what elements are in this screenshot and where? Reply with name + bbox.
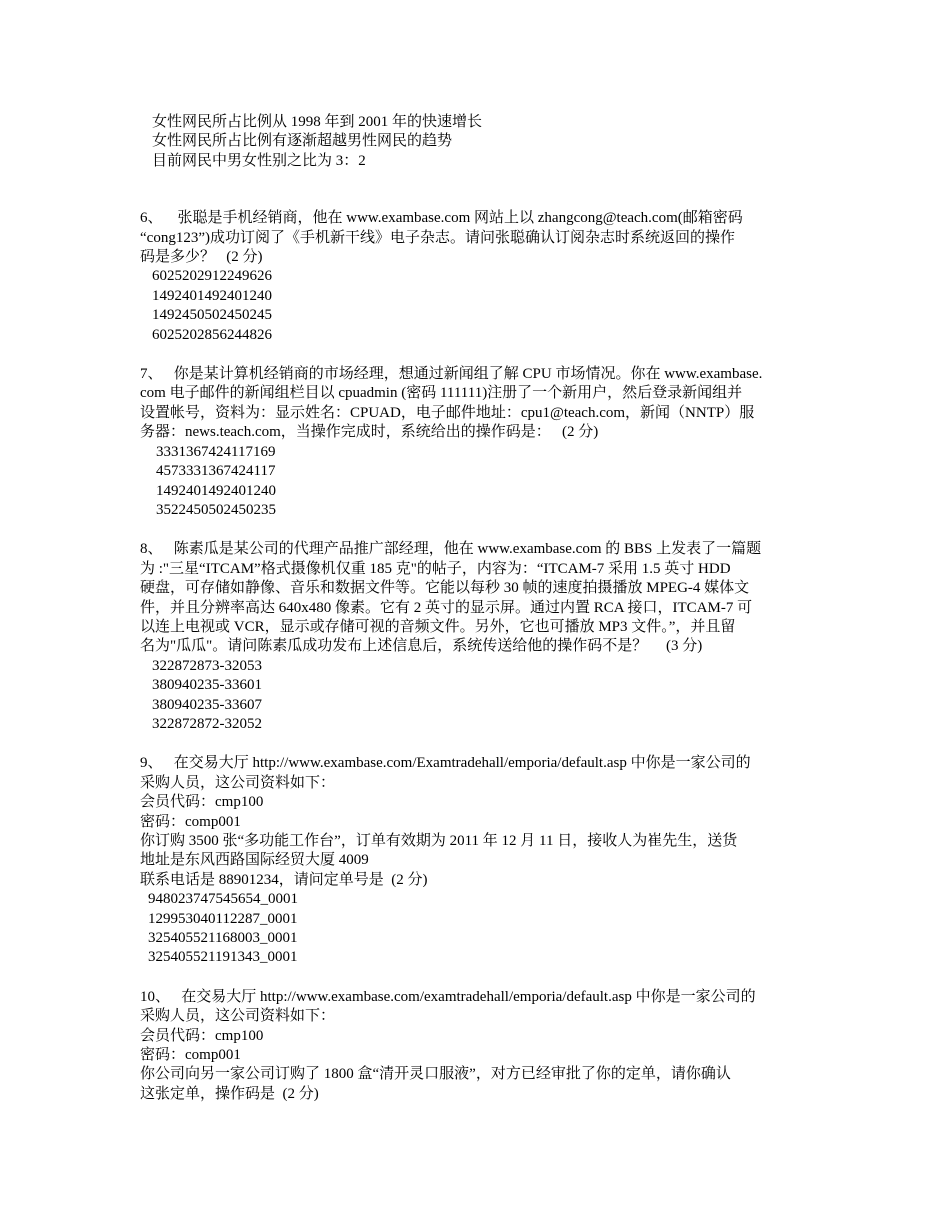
question-text-line: 会员代码：cmp100: [140, 1027, 264, 1044]
question-text-line: 这张定单，操作码是 (2 分): [140, 1085, 319, 1102]
question-number: 10、: [140, 988, 171, 1005]
answer-option[interactable]: 129953040112287_0001: [148, 910, 298, 927]
question-number: 9、: [140, 755, 163, 772]
question-text-line: 你公司向另一家公司订购了 1800 盒“清开灵口服液”，对方已经审批了你的定单，请你确认: [140, 1066, 731, 1083]
question-number: 8、: [140, 541, 163, 558]
answer-option[interactable]: 325405521191343_0001: [148, 949, 298, 966]
question-text-line: 密码：comp001: [140, 1047, 241, 1064]
answer-option[interactable]: 322872873-32053: [152, 657, 262, 674]
answer-option[interactable]: 1492401492401240: [152, 287, 272, 304]
question-text-line: com 电子邮件的新闻组栏目以 cpuadmin (密码 111111)注册了一个新用户，然后登录新闻组并: [140, 385, 743, 402]
answer-option[interactable]: 1492450502450245: [152, 307, 272, 324]
question-text-line: 会员代码：cmp100: [140, 794, 264, 811]
question-text-line: 密码：comp001: [140, 813, 241, 830]
answer-option[interactable]: 4573331367424117: [156, 463, 276, 480]
question-text-line: 设置帐号，资料为：显示姓名：CPUAD，电子邮件地址：cpu1@teach.com，新闻（NNTP）服: [140, 404, 755, 421]
answer-option[interactable]: 322872872-32052: [152, 715, 262, 732]
document-page: [140, 113, 810, 1104]
question-text-line: 10、 在交易大厅 http://www.exambase.com/examtradehall/emporia/default.asp 中你是一家公司的: [140, 988, 756, 1005]
answer-option[interactable]: 380940235-33601: [152, 677, 262, 694]
question-text-line: 件，并且分辨率高达 640x480 像素。它有 2 英寸的显示屏。通过内置 RCA 接口，ITCAM-7 可: [140, 599, 753, 616]
question-9: [140, 754, 810, 967]
question-text-line: 联系电话是 88901234，请问定单号是 (2 分): [140, 871, 428, 888]
intro-line: 女性网民所占比例有逐渐超越男性网民的趋势: [152, 133, 453, 150]
question-text-line: 硬盘，可存储如静像、音乐和数据文件等。它能以每秒 30 帧的速度拍摄播放 MPEG-4 媒体文: [140, 580, 750, 597]
question-text-line: 7、 你是某计算机经销商的市场经理，想通过新闻组了解 CPU 市场情况。你在 www.exambase.: [140, 366, 763, 383]
question-text-line: 采购人员，这公司资料如下：: [140, 1008, 336, 1025]
question-text-line: 6、 张聪是手机经销商，他在 www.exambase.com 网站上以 zhangcong@teach.com(邮箱密码: [140, 210, 743, 227]
intro-line: 女性网民所占比例从 1998 年到 2001 年的快速增长: [152, 114, 483, 130]
question-text-line: 为 :"三星“ITCAM”格式摄像机仅重 185 克"的帖子，内容为：“ITCAM-7 采用 1.5 英寸 HDD: [140, 560, 731, 577]
intro-block: [140, 113, 810, 171]
intro-line: 目前网民中男女性别之比为 3：2: [152, 152, 366, 169]
question-text-line: 码是多少？ (2 分): [140, 249, 263, 266]
question-text-line: 务器：news.teach.com，当操作完成时，系统给出的操作码是： (2 分): [140, 424, 599, 441]
question-number: 7、: [140, 366, 163, 383]
answer-option[interactable]: 1492401492401240: [156, 482, 276, 499]
question-text-line: 以连上电视或 VCR，显示或存储可视的音频文件。另外，它也可播放 MP3 文件。”，并且留: [140, 618, 736, 635]
question-text-line: 8、 陈素瓜是某公司的代理产品推广部经理，他在 www.exambase.com 的 BBS 上发表了一篇题: [140, 541, 762, 558]
question-text-line: 9、 在交易大厅 http://www.exambase.com/Examtradehall/emporia/default.asp 中你是一家公司的: [140, 755, 751, 772]
question-number: 6、: [140, 210, 163, 227]
question-text-line: 采购人员，这公司资料如下：: [140, 774, 336, 791]
question-text-line: 你订购 3500 张“多功能工作台”，订单有效期为 2011 年 12 月 11 日，接收人为崔先生，送货: [140, 833, 738, 849]
question-text-line: 地址是东风西路国际经贸大厦 4009: [140, 852, 369, 869]
answer-option[interactable]: 6025202912249626: [152, 268, 272, 285]
question-6: [140, 209, 810, 345]
answer-option[interactable]: 380940235-33607: [152, 696, 262, 713]
answer-option[interactable]: 3522450502450235: [156, 501, 276, 518]
answer-option[interactable]: 325405521168003_0001: [148, 930, 298, 947]
answer-option[interactable]: 6025202856244826: [152, 326, 272, 343]
question-text-line: “cong123”)成功订阅了《手机新干线》电子杂志。请问张聪确认订阅杂志时系统返回的操作: [140, 229, 735, 246]
question-7: [140, 365, 810, 520]
answer-option[interactable]: 948023747545654_0001: [148, 891, 298, 908]
answer-option[interactable]: 3331367424117169: [156, 443, 276, 460]
question-10: [140, 988, 810, 1104]
question-8: [140, 540, 810, 734]
question-text-line: 名为"瓜瓜"。请问陈素瓜成功发布上述信息后，系统传送给他的操作码不是？ (3 分): [140, 638, 703, 655]
